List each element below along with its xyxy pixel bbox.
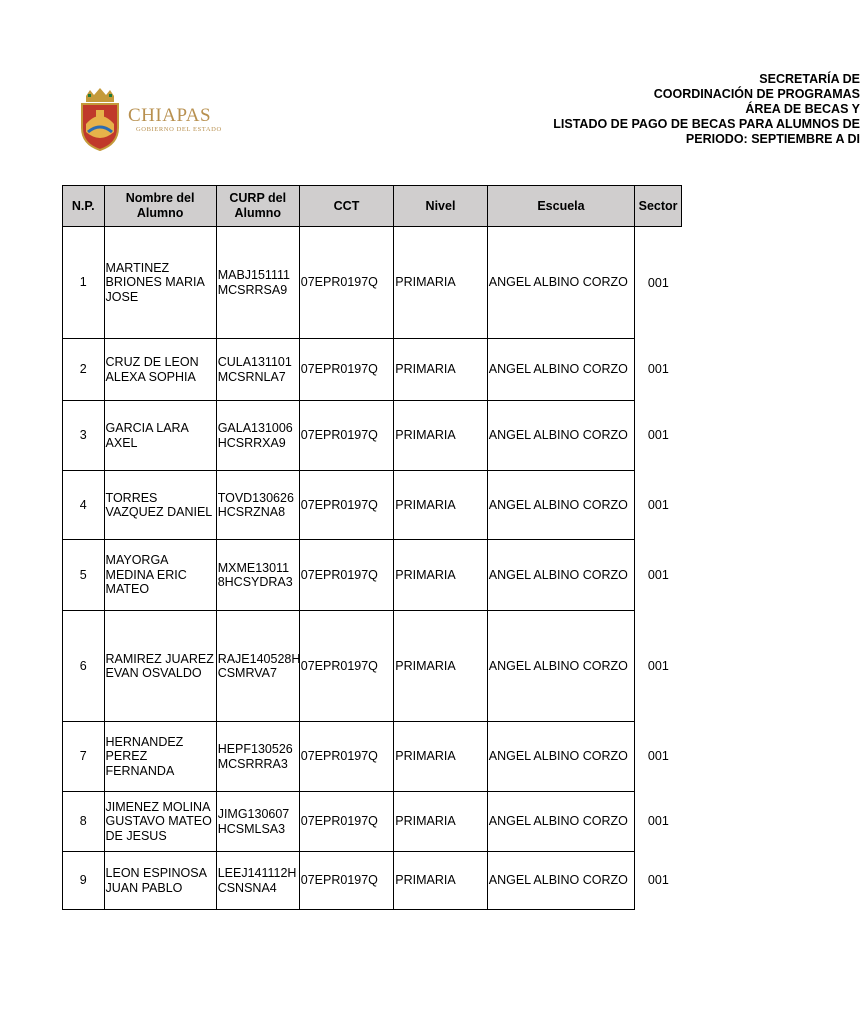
cell-nivel: PRIMARIA: [394, 540, 487, 611]
cell-nombre: JIMENEZ MOLINA GUSTAVO MATEO DE JESUS: [104, 792, 216, 852]
header-line-4: LISTADO DE PAGO DE BECAS PARA ALUMNOS DE: [553, 117, 860, 131]
cell-np: 3: [63, 401, 105, 471]
cell-cct: 07EPR0197Q: [299, 227, 394, 339]
scholarship-table: [62, 185, 682, 910]
header-line-5: PERIODO: SEPTIEMBRE A DI: [685, 132, 860, 146]
cell-escuela: ANGEL ALBINO CORZO: [487, 339, 634, 401]
cell-escuela: ANGEL ALBINO CORZO: [487, 792, 634, 852]
cell-np: 1: [63, 227, 105, 339]
cell-np: 9: [63, 852, 105, 910]
cell-curp: RAJE140528H CSMRVA7: [216, 611, 299, 722]
cell-nivel: PRIMARIA: [394, 722, 487, 792]
header-sector: Sector: [635, 186, 682, 227]
cell-sector: 001: [635, 611, 682, 722]
header-line-3: ÁREA DE BECAS Y: [745, 102, 860, 116]
cell-cct: 07EPR0197Q: [299, 471, 394, 540]
logo-subtitle: GOBIERNO DEL ESTADO: [136, 126, 222, 133]
table-row: [63, 227, 682, 339]
cell-nombre: TORRES VAZQUEZ DANIEL: [104, 471, 216, 540]
header-cct: CCT: [299, 186, 394, 227]
header-curp: CURP del Alumno: [216, 186, 299, 227]
table-row: [63, 540, 682, 611]
cell-nombre: CRUZ DE LEON ALEXA SOPHIA: [104, 339, 216, 401]
cell-nombre: HERNANDEZ PEREZ FERNANDA: [104, 722, 216, 792]
cell-sector: 001: [635, 471, 682, 540]
scholarship-table-wrapper: [62, 185, 678, 910]
table-header-row: [63, 186, 682, 227]
cell-curp: LEEJ141112H CSNSNA4: [216, 852, 299, 910]
cell-nombre: GARCIA LARA AXEL: [104, 401, 216, 471]
header-nombre: Nombre del Alumno: [104, 186, 216, 227]
cell-nivel: PRIMARIA: [394, 227, 487, 339]
cell-nivel: PRIMARIA: [394, 471, 487, 540]
header-escuela: Escuela: [487, 186, 634, 227]
cell-curp: MABJ151111 MCSRRSA9: [216, 227, 299, 339]
cell-sector: 001: [635, 722, 682, 792]
table-row: [63, 401, 682, 471]
cell-cct: 07EPR0197Q: [299, 339, 394, 401]
cell-nivel: PRIMARIA: [394, 852, 487, 910]
header-np: N.P.: [63, 186, 105, 227]
cell-cct: 07EPR0197Q: [299, 722, 394, 792]
cell-curp: CULA131101 MCSRNLA7: [216, 339, 299, 401]
cell-escuela: ANGEL ALBINO CORZO: [487, 401, 634, 471]
cell-sector: 001: [635, 339, 682, 401]
cell-cct: 07EPR0197Q: [299, 852, 394, 910]
cell-sector: 001: [635, 227, 682, 339]
header-line-2: COORDINACIÓN DE PROGRAMAS: [653, 87, 860, 101]
cell-np: 6: [63, 611, 105, 722]
cell-np: 2: [63, 339, 105, 401]
document-header: [0, 0, 860, 180]
table-row: [63, 339, 682, 401]
cell-escuela: ANGEL ALBINO CORZO: [487, 852, 634, 910]
header-line-1: SECRETARÍA DE: [759, 72, 860, 86]
cell-sector: 001: [635, 792, 682, 852]
cell-cct: 07EPR0197Q: [299, 401, 394, 471]
cell-cct: 07EPR0197Q: [299, 792, 394, 852]
cell-cct: 07EPR0197Q: [299, 611, 394, 722]
table-row: [63, 792, 682, 852]
cell-nombre: MARTINEZ BRIONES MARIA JOSE: [104, 227, 216, 339]
cell-escuela: ANGEL ALBINO CORZO: [487, 611, 634, 722]
cell-escuela: ANGEL ALBINO CORZO: [487, 540, 634, 611]
cell-sector: 001: [635, 401, 682, 471]
header-nivel: Nivel: [394, 186, 487, 227]
cell-nombre: LEON ESPINOSA JUAN PABLO: [104, 852, 216, 910]
cell-cct: 07EPR0197Q: [299, 540, 394, 611]
cell-escuela: ANGEL ALBINO CORZO: [487, 471, 634, 540]
cell-nivel: PRIMARIA: [394, 339, 487, 401]
cell-np: 7: [63, 722, 105, 792]
cell-escuela: ANGEL ALBINO CORZO: [487, 227, 634, 339]
cell-nivel: PRIMARIA: [394, 611, 487, 722]
cell-np: 4: [63, 471, 105, 540]
cell-nivel: PRIMARIA: [394, 401, 487, 471]
cell-curp: MXME13011 8HCSYDRA3: [216, 540, 299, 611]
cell-np: 8: [63, 792, 105, 852]
cell-sector: 001: [635, 852, 682, 910]
table-row: [63, 471, 682, 540]
cell-curp: JIMG130607 HCSMLSA3: [216, 792, 299, 852]
table-row: [63, 611, 682, 722]
cell-np: 5: [63, 540, 105, 611]
cell-nombre: MAYORGA MEDINA ERIC MATEO: [104, 540, 216, 611]
cell-sector: 001: [635, 540, 682, 611]
cell-curp: HEPF130526 MCSRRRA3: [216, 722, 299, 792]
cell-nivel: PRIMARIA: [394, 792, 487, 852]
cell-curp: TOVD130626 HCSRZNA8: [216, 471, 299, 540]
cell-nombre: RAMIREZ JUAREZ EVAN OSVALDO: [104, 611, 216, 722]
table-row: [63, 722, 682, 792]
table-row: [63, 852, 682, 910]
logo-name: CHIAPAS: [128, 105, 212, 126]
cell-escuela: ANGEL ALBINO CORZO: [487, 722, 634, 792]
cell-curp: GALA131006 HCSRRXA9: [216, 401, 299, 471]
